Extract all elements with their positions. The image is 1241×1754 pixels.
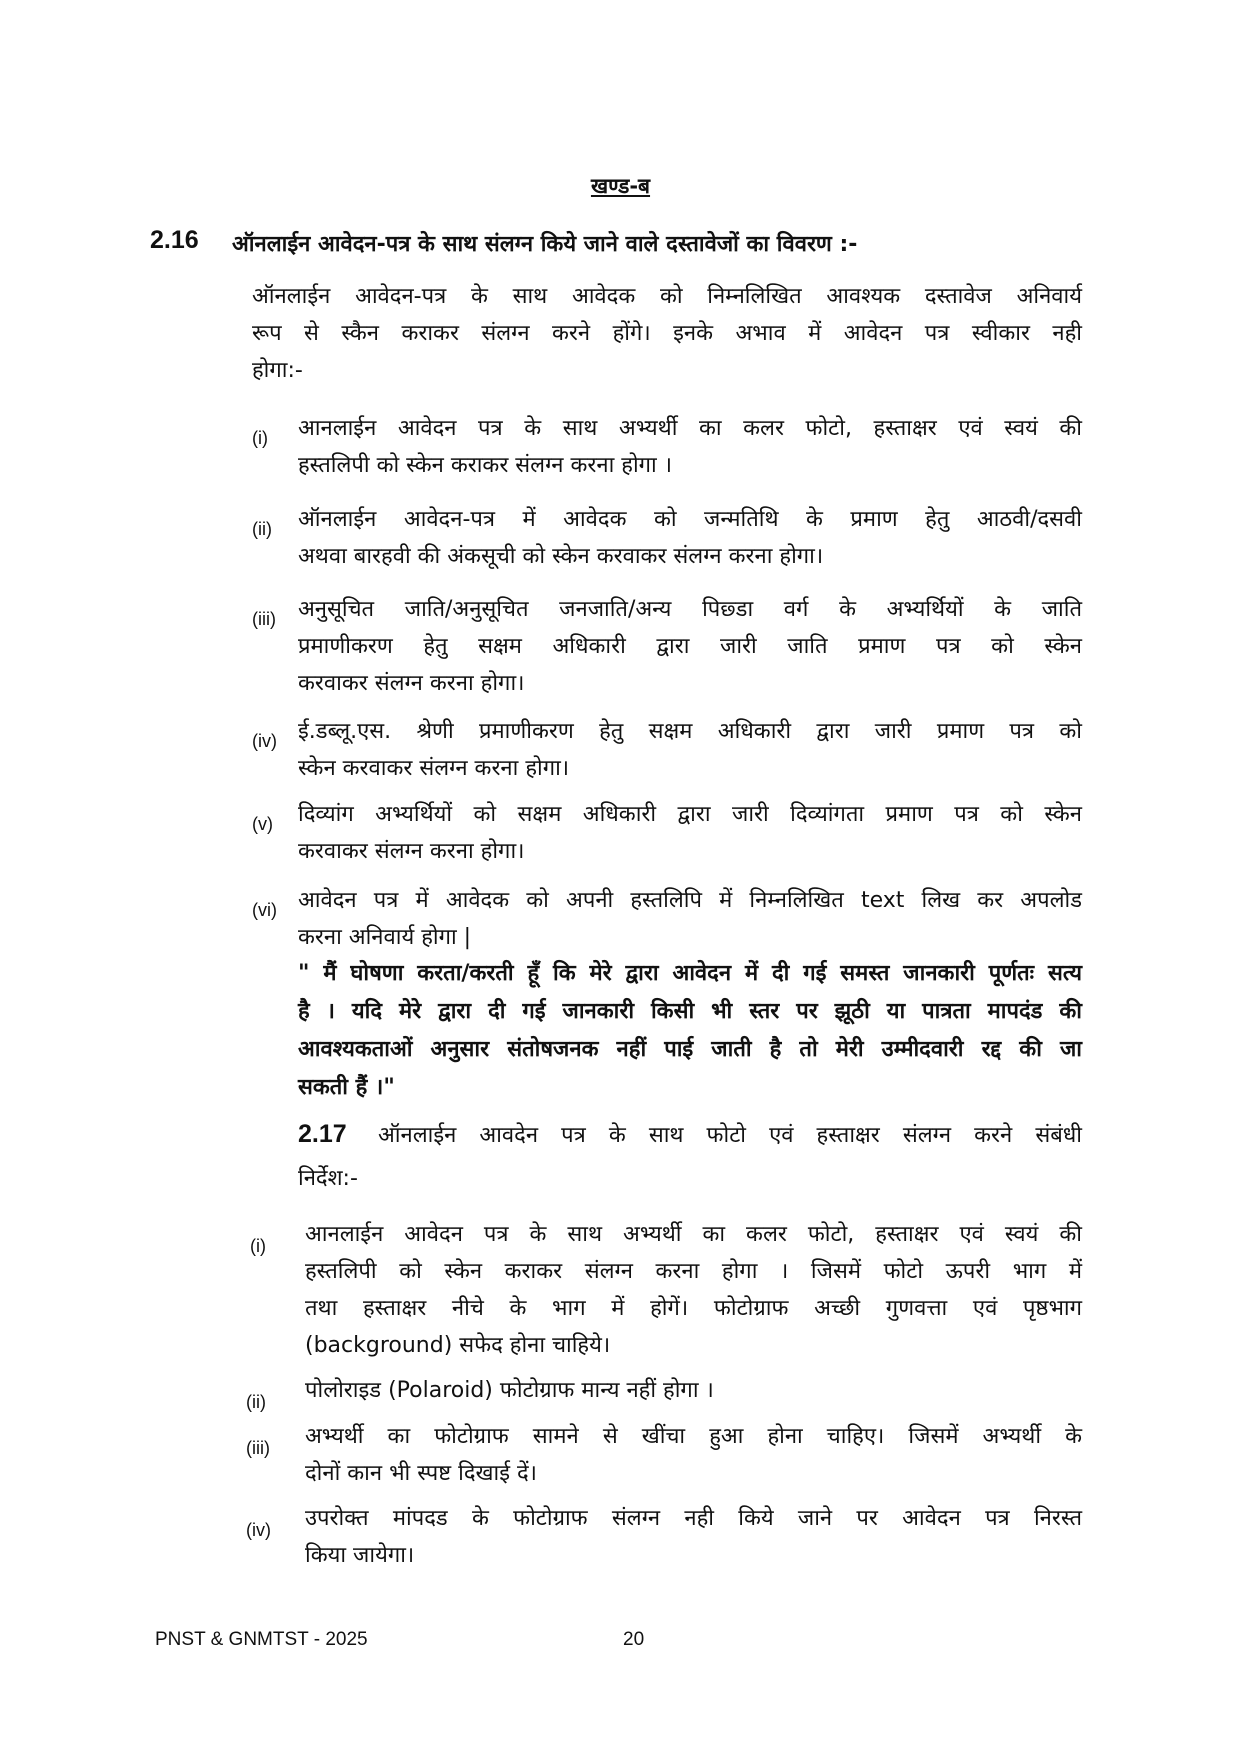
declaration-line: " मैं घोषणा करता/करती हूँ कि मेरे द्वारा आवेदन में दी गई समस्त जानकारी पूर्णतः सत्य [298,961,1082,986]
intro-line: रूप से स्कैन कराकर संलग्न करने होंगे। इनके अभाव में आवेदन पत्र स्वीकार नही [252,321,1082,346]
item-line: आवेदन पत्र में आवेदक को अपनी हस्तलिपि में निम्नलिखित text लिख कर अपलोड [298,888,1082,913]
intro-paragraph [252,278,1082,389]
item-number: (iv) [252,731,277,751]
section-title-2-17-cont: निर्देश:- [298,1166,358,1191]
item-line: स्केन करवाकर संलग्न करना होगा। [298,756,570,781]
item-number: (ii) [246,1392,266,1412]
intro-line: ऑनलाईन आवेदन-पत्र के साथ आवेदक को निम्नलिखित आवश्यक दस्तावेज अनिवार्य [252,284,1082,309]
item-line: ई.डब्लू.एस. श्रेणी प्रमाणीकरण हेतु सक्षम अधिकारी द्वारा जारी प्रमाण पत्र को [298,719,1082,744]
item-line: अभ्यर्थी का फोटोग्राफ सामने से खींचा हुआ होना चाहिए। जिसमें अभ्यर्थी के [305,1424,1082,1449]
intro-line: होगा:- [252,358,303,383]
item-line: करना अनिवार्य होगा | [298,925,472,950]
section-number-2-16: 2.16 [150,226,199,254]
item-line: तथा हस्ताक्षर नीचे के भाग में होगें। फोटोग्राफ अच्छी गुणवत्ता एवं पृष्ठभाग [305,1296,1082,1321]
item-line: अनुसूचित जाति/अनुसूचित जनजाति/अन्य पिछ्डा वर्ग के अभ्यर्थियों के जाति [298,597,1082,622]
item-number: (iii) [252,609,276,629]
item-line: आनलाईन आवेदन पत्र के साथ अभ्यर्थी का कलर फोटो, हस्ताक्षर एवं स्वयं की [305,1222,1082,1247]
item-number: (iii) [246,1438,270,1458]
declaration-text [298,955,1082,1107]
section-heading: खण्ड-ब [590,174,651,198]
item-number: (vi) [252,900,277,920]
declaration-line: सकती हैं ।" [298,1075,395,1100]
page-number: 20 [623,1629,645,1650]
item-line: ऑनलाईन आवेदन-पत्र में आवेदक को जन्मतिथि के प्रमाण हेतु आठवी/दसवी [298,507,1082,532]
item-line: प्रमाणीकरण हेतु सक्षम अधिकारी द्वारा जारी जाति प्रमाण पत्र को स्केन [298,634,1082,659]
item-number: (iv) [246,1520,271,1540]
item-line: अथवा बारहवी की अंकसूची को स्केन करवाकर संलग्न करना होगा। [298,544,824,569]
section-title-2-16: ऑनलाईन आवेदन-पत्र के साथ संलग्न किये जाने वाले दस्तावेजों का विवरण :- [232,232,858,257]
item-number: (i) [250,1236,266,1256]
item-number: (ii) [252,519,272,539]
item-line: हस्तलिपी को स्केन कराकर संलग्न करना होगा । [298,453,673,478]
item-number: (v) [252,814,273,834]
item-line: करवाकर संलग्न करना होगा। [298,671,525,696]
item-line: दोनों कान भी स्पष्ट दिखाई दें। [305,1461,538,1486]
declaration-line: है । यदि मेरे द्वारा दी गई जानकारी किसी भी स्तर पर झूठी या पात्रता मापदंड की [298,999,1082,1024]
item-line: करवाकर संलग्न करना होगा। [298,839,525,864]
item-line: किया जायेगा। [305,1543,415,1568]
item-line: (background) सफेद होना चाहिये। [305,1333,611,1358]
declaration-line: आवश्यकताओं अनुसार संतोषजनक नहीं पाई जाती है तो मेरी उम्मीदवारी रद्द की जा [298,1037,1082,1062]
item-line: आनलाईन आवेदन पत्र के साथ अभ्यर्थी का कलर फोटो, हस्ताक्षर एवं स्वयं की [298,416,1082,441]
item-line: हस्तलिपी को स्केन कराकर संलग्न करना होगा । जिसमें फोटो ऊपरी भाग में [305,1259,1082,1284]
item-line: उपरोक्त मांपदड के फोटोग्राफ संलग्न नही किये जाने पर आवेदन पत्र निरस्त [305,1506,1082,1531]
item-line: पोलोराइड (Polaroid) फोटोग्राफ मान्य नहीं होगा । [305,1378,714,1403]
item-line: दिव्यांग अभ्यर्थियों को सक्षम अधिकारी द्वारा जारी दिव्यांगता प्रमाण पत्र को स्केन [298,802,1082,827]
section-title-2-17: ऑनलाईन आवदेन पत्र के साथ फोटो एवं हस्ताक्षर संलग्न करने संबंधी [378,1123,1082,1148]
item-number: (i) [252,428,268,448]
footer-exam-name: PNST & GNMTST - 2025 [155,1629,368,1650]
section-number-2-17: 2.17 [298,1120,347,1148]
